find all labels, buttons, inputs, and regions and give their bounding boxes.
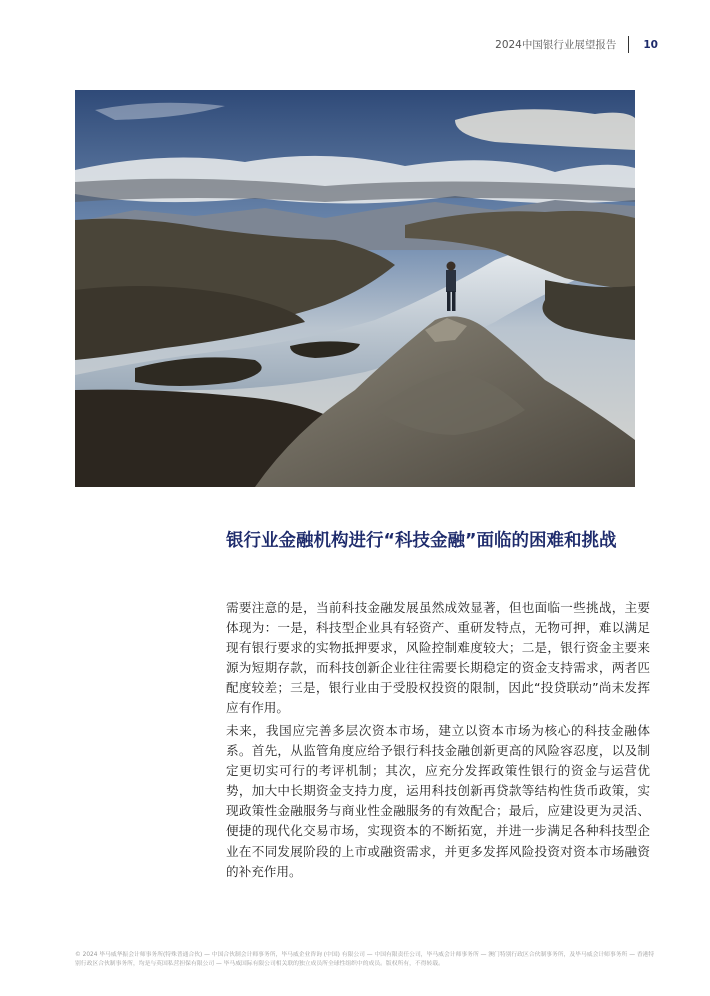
page-number: 10: [643, 38, 658, 51]
page-header: [495, 36, 658, 53]
landscape-photo-icon: [75, 90, 635, 487]
paragraph-1: 需要注意的是，当前科技金融发展虽然成效显著，但也面临一些挑战，主要体现为：一是，科技型企业具有轻资产、重研发特点，无物可押，难以满足现有银行要求的实物抵押要求，风险控制难度较大；二是，银行资金主要来源为短期存款，而科技创新企业往往需要长期稳定的资金支持需求，两者匹配度较差；三是，银行业由于受股权投资的限制，因此“投贷联动”尚未发挥应有作用。: [226, 600, 650, 716]
landscape-photo: [75, 90, 635, 487]
header-divider: [628, 36, 629, 53]
footer-copyright: © 2024 毕马威华振会计师事务所(特殊普通合伙) — 中国合伙制会计师事务所，毕马威企业咨询 (中国) 有限公司 — 中国有限责任公司，毕马威会计师事务所 — 澳门特别行政区合伙制事务所，及毕马威会计师事务所 — 香港特别行政区合伙制事务所，均是与英国私营担保有限公司 — 毕马威国际有限公司相关联的独立成员所全球性组织中的成员。版权所有，不得转载。: [75, 952, 655, 967]
report-title: 2024中国银行业展望报告: [495, 39, 617, 51]
paragraph-2: 未来，我国应完善多层次资本市场，建立以资本市场为核心的科技金融体系。首先，从监管角度应给予银行科技金融创新更高的风险容忍度，以及制定更切实可行的考评机制；其次，应充分发挥政策性银行的资金与运营优势，加大中长期资金支持力度，运用科技创新再贷款等结构性货币政策，实现政策性金融服务与商业性金融服务的有效配合；最后，应建设更为灵活、便捷的现代化交易市场，实现资本的不断拓宽，并进一步满足各种科技型企业在不同发展阶段的上市或融资需求，并更多发挥风险投资对资本市场融资的补充作用。: [226, 723, 650, 879]
section-title: 银行业金融机构进行“科技金融”面临的困难和挑战: [226, 531, 617, 551]
